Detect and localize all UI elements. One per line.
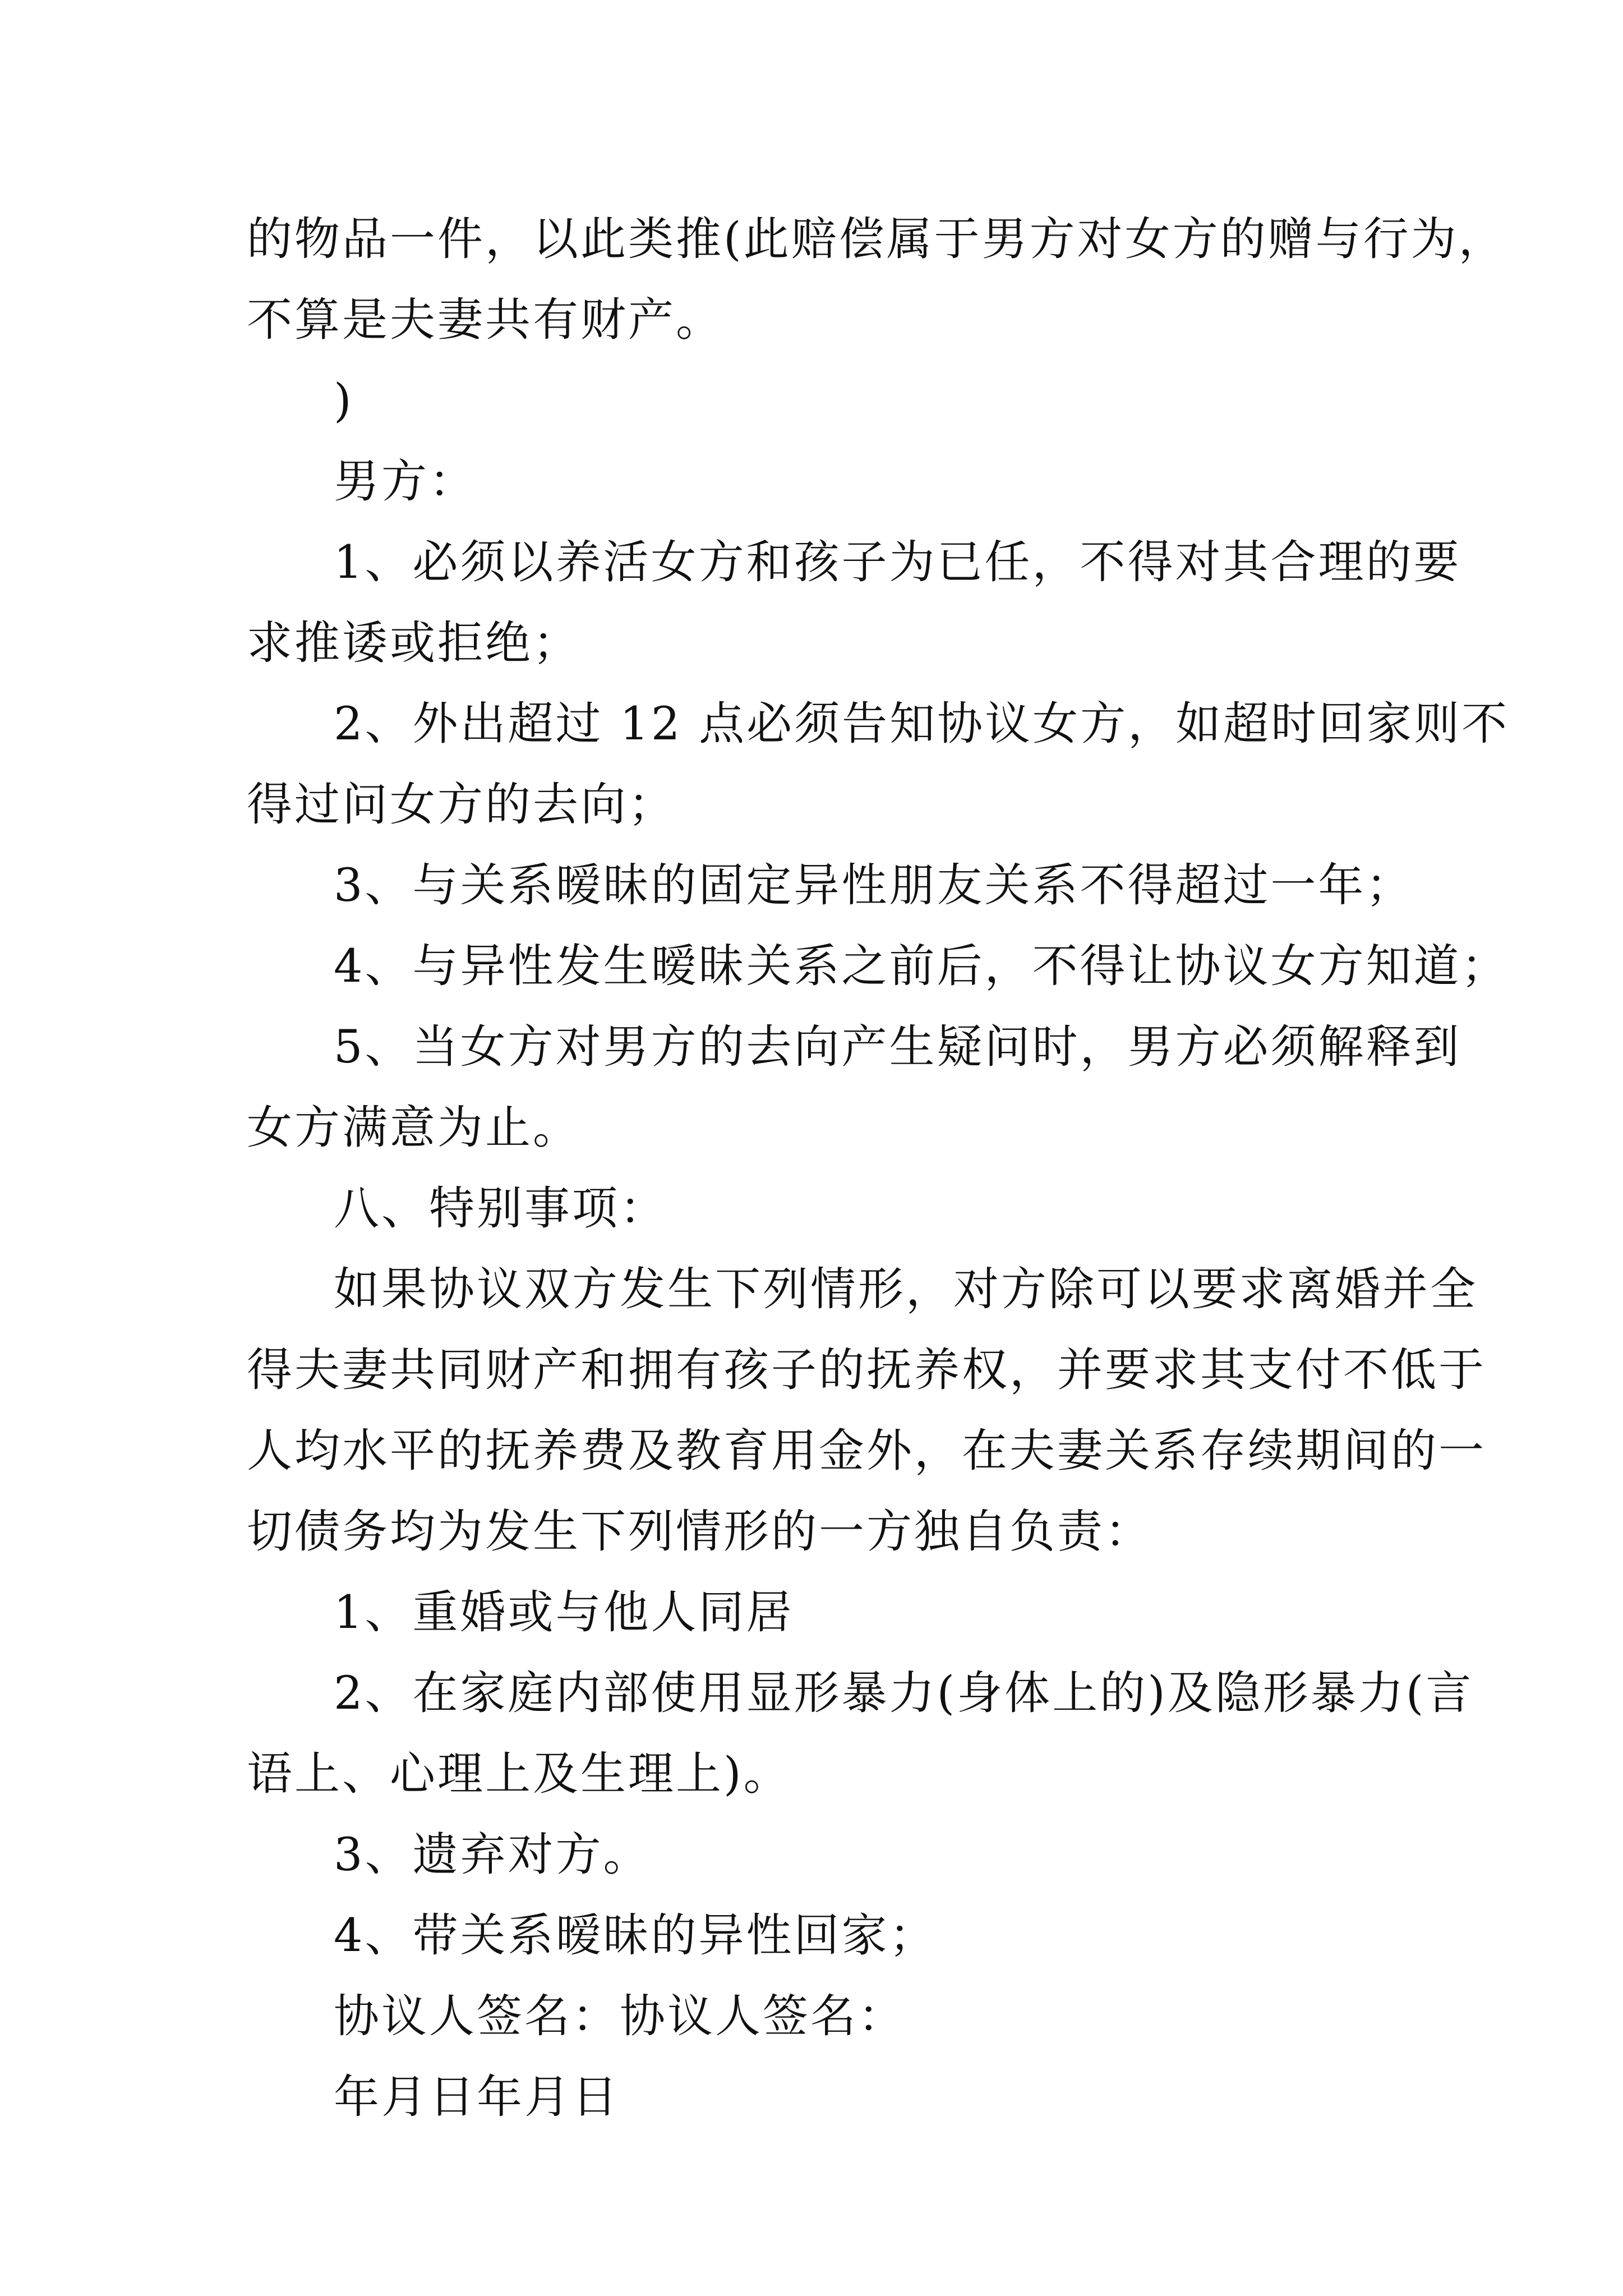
signature-line: 协议人签名：协议人签名：: [334, 1990, 906, 2043]
list-item: 1、重婚或与他人同居: [334, 1586, 794, 1639]
text-line: 不算是夫妻共有财产。: [247, 294, 724, 347]
list-item: 1、必须以养活女方和孩子为已任，不得对其合理的要: [334, 536, 1461, 589]
list-item: 3、与关系暧昧的固定异性朋友关系不得超过一年；: [334, 859, 1414, 912]
list-item: 4、带关系暧昧的异性回家；: [334, 1910, 937, 1962]
text-line: 得夫妻共同财产和拥有孩子的抚养权，并要求其支付不低于: [247, 1344, 1487, 1397]
text-line: 切债务均为发生下列情形的一方独自负责：: [247, 1506, 1153, 1558]
text-line: 女方满意为止。: [247, 1102, 581, 1154]
text-line: 得过问女方的去向；: [247, 779, 676, 831]
section-heading: 男方：: [334, 455, 477, 508]
document-body: [247, 199, 1510, 2138]
list-item: 3、遗弃对方。: [334, 1829, 651, 1881]
list-item: 2、在家庭内部使用显形暴力(身体上的)及隐形暴力(言: [334, 1667, 1474, 1720]
list-item: 4、与异性发生暧昧关系之前后，不得让协议女方知道；: [334, 940, 1509, 993]
text-line: 的物品一件，以此类推(此赔偿属于男方对女方的赠与行为，: [247, 213, 1506, 266]
list-item: 5、当女方对男方的去向产生疑问时，男方必须解释到: [334, 1021, 1461, 1074]
section-heading: 八、特别事项：: [334, 1182, 668, 1235]
date-line: 年月日年月日: [334, 2071, 620, 2124]
text-line: 人均水平的抚养费及教育用金外，在夫妻关系存续期间的一: [247, 1425, 1487, 1478]
text-line: 如果协议双方发生下列情形，对方除可以要求离婚并全: [334, 1263, 1478, 1316]
text-line: 语上、心理上及生理上)。: [247, 1748, 791, 1801]
text-line: ): [334, 375, 354, 427]
list-item: 2、外出超过 12 点必须告知协议女方，如超时回家则不: [334, 698, 1510, 751]
text-line: 求推诿或拒绝；: [247, 617, 581, 670]
